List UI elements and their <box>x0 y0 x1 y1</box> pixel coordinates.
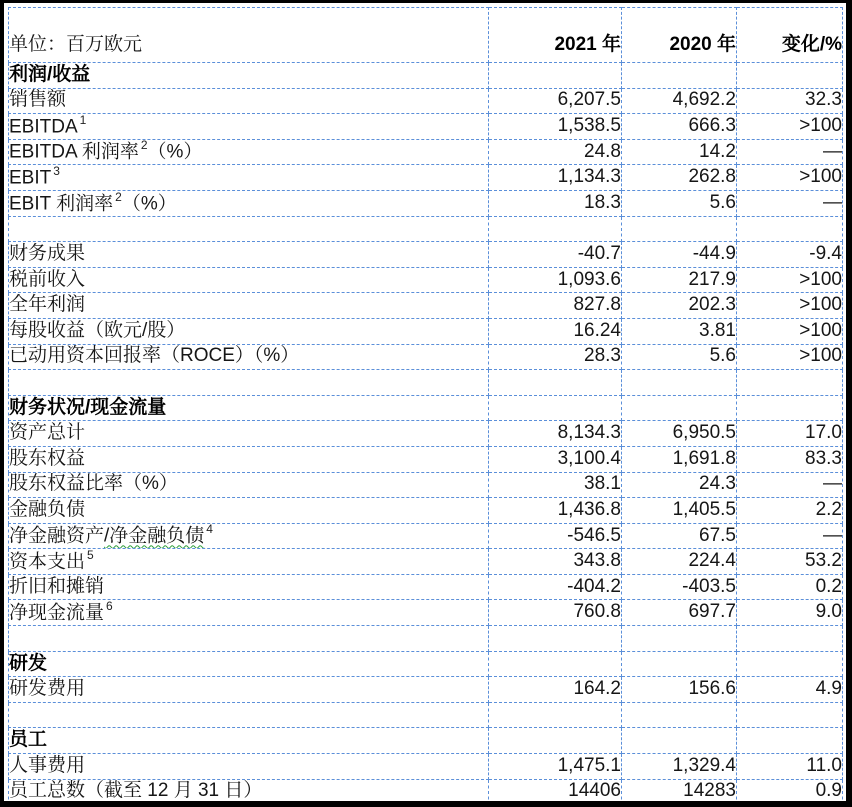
data-row <box>9 677 843 703</box>
section-row <box>9 651 843 677</box>
footnote-marker: 2 <box>115 190 122 204</box>
value-change-cell <box>737 216 843 242</box>
spacer-row <box>9 370 843 396</box>
value-2020-cell <box>622 370 737 396</box>
row-label: EBIT $^3$ <box>9 165 489 191</box>
data-row <box>9 574 843 600</box>
value-2020-cell: 1,405.5 <box>622 498 737 524</box>
value-2020-cell: 224.4 <box>622 549 737 575</box>
value-change-cell <box>737 702 843 728</box>
row-label: 股东权益 <box>9 446 489 472</box>
row-label: 人事费用 <box>9 754 489 780</box>
data-row <box>9 318 843 344</box>
value-2021-cell: 16.24 <box>489 318 622 344</box>
data-row <box>9 600 843 626</box>
value-2020-cell <box>622 63 737 89</box>
value-2021-cell: 760.8 <box>489 600 622 626</box>
row-label <box>9 370 489 396</box>
value-change-cell: — <box>737 190 843 216</box>
value-change-cell: — <box>737 472 843 498</box>
value-2021-cell: 6,207.5 <box>489 88 622 114</box>
value-change-cell: — <box>737 523 843 549</box>
data-row <box>9 267 843 293</box>
value-change-cell <box>737 651 843 677</box>
value-2021-cell <box>489 651 622 677</box>
value-change-cell: >100 <box>737 114 843 140</box>
row-label: 资产总计 <box>9 421 489 447</box>
data-row <box>9 139 843 165</box>
data-row <box>9 242 843 268</box>
value-2020-cell <box>622 626 737 652</box>
data-row <box>9 779 843 805</box>
value-2021-cell: 38.1 <box>489 472 622 498</box>
value-2021-cell: 3,100.4 <box>489 446 622 472</box>
value-2020-cell: -44.9 <box>622 242 737 268</box>
column-header-change: 变化/% <box>737 8 843 63</box>
value-2021-cell: 1,538.5 <box>489 114 622 140</box>
value-2020-cell: 5.6 <box>622 190 737 216</box>
value-change-cell: >100 <box>737 267 843 293</box>
row-label: EBITDA $^1$ <box>9 114 489 140</box>
row-label: 员工 <box>9 728 489 754</box>
value-2020-cell <box>622 216 737 242</box>
data-row <box>9 88 843 114</box>
row-label: 研发 <box>9 651 489 677</box>
section-row <box>9 728 843 754</box>
value-change-cell: -9.4 <box>737 242 843 268</box>
row-label: EBIT 利润率 $^2$（%） <box>9 190 489 216</box>
value-2020-cell: 697.7 <box>622 600 737 626</box>
financial-summary-table <box>8 7 843 805</box>
value-2021-cell: 1,475.1 <box>489 754 622 780</box>
value-change-cell: 0.2 <box>737 574 843 600</box>
value-2020-cell: 666.3 <box>622 114 737 140</box>
footnote-marker: 6 <box>106 599 113 614</box>
table-body <box>9 63 843 805</box>
value-2021-cell: 18.3 <box>489 190 622 216</box>
value-2021-cell: 8,134.3 <box>489 421 622 447</box>
column-header-2020: 2020 年 <box>622 8 737 63</box>
value-change-cell: 83.3 <box>737 446 843 472</box>
value-change-cell: 9.0 <box>737 600 843 626</box>
row-label: EBITDA 利润率 $^2$（%） <box>9 139 489 165</box>
value-2020-cell: -403.5 <box>622 574 737 600</box>
value-change-cell: 2.2 <box>737 498 843 524</box>
value-2021-cell: 1,134.3 <box>489 165 622 191</box>
row-label: 全年利润 <box>9 293 489 319</box>
value-change-cell: — <box>737 139 843 165</box>
data-row <box>9 549 843 575</box>
value-2020-cell: 3.81 <box>622 318 737 344</box>
value-2020-cell: 1,691.8 <box>622 446 737 472</box>
value-change-cell <box>737 370 843 396</box>
value-2021-cell <box>489 395 622 421</box>
value-2020-cell: 6,950.5 <box>622 421 737 447</box>
value-2020-cell: 217.9 <box>622 267 737 293</box>
row-label: 已动用资本回报率（ROCE）（%） <box>9 344 489 370</box>
value-change-cell <box>737 63 843 89</box>
row-label <box>9 702 489 728</box>
value-2020-cell <box>622 395 737 421</box>
value-change-cell: 53.2 <box>737 549 843 575</box>
spacer-row <box>9 702 843 728</box>
data-row <box>9 293 843 319</box>
value-2021-cell <box>489 728 622 754</box>
unit-label: 单位：百万欧元 <box>9 8 489 63</box>
value-2021-cell <box>489 216 622 242</box>
value-2020-cell: 4,692.2 <box>622 88 737 114</box>
column-header-2021: 2021 年 <box>489 8 622 63</box>
value-change-cell <box>737 395 843 421</box>
value-2021-cell: 1,436.8 <box>489 498 622 524</box>
data-row <box>9 165 843 191</box>
value-2021-cell <box>489 370 622 396</box>
data-row <box>9 472 843 498</box>
footnote-marker: 3 <box>53 164 60 179</box>
data-row <box>9 114 843 140</box>
value-2021-cell: -546.5 <box>489 523 622 549</box>
data-row <box>9 498 843 524</box>
value-2020-cell: 156.6 <box>622 677 737 703</box>
row-label: 折旧和摊销 <box>9 574 489 600</box>
value-2020-cell <box>622 651 737 677</box>
value-2021-cell: 827.8 <box>489 293 622 319</box>
row-label: 股东权益比率（%） <box>9 472 489 498</box>
row-label: 研发费用 <box>9 677 489 703</box>
value-2021-cell: -40.7 <box>489 242 622 268</box>
row-label: 销售额 <box>9 88 489 114</box>
value-change-cell: 4.9 <box>737 677 843 703</box>
value-change-cell: 11.0 <box>737 754 843 780</box>
spacer-row <box>9 626 843 652</box>
value-change-cell: 32.3 <box>737 88 843 114</box>
data-row <box>9 754 843 780</box>
row-label: 税前收入 <box>9 267 489 293</box>
value-2020-cell <box>622 728 737 754</box>
row-label <box>9 626 489 652</box>
row-label: 利润/收益 <box>9 63 489 89</box>
value-change-cell <box>737 728 843 754</box>
value-2021-cell: -404.2 <box>489 574 622 600</box>
row-label: 净现金流量 $^6$ <box>9 600 489 626</box>
data-row <box>9 523 843 549</box>
footnote-marker: 5 <box>87 548 94 562</box>
spellcheck-wavy-underline-text: /净金融负债 <box>104 525 205 547</box>
value-change-cell: 17.0 <box>737 421 843 447</box>
row-label: 员工总数（截至 12 月 31 日） <box>9 779 489 805</box>
value-2020-cell: 14283 <box>622 779 737 805</box>
value-2020-cell: 5.6 <box>622 344 737 370</box>
row-label <box>9 216 489 242</box>
value-change-cell <box>737 626 843 652</box>
value-2021-cell: 1,093.6 <box>489 267 622 293</box>
row-label: 净金融资产/净金融负债 $^4$ <box>9 523 489 549</box>
value-2021-cell: 14406 <box>489 779 622 805</box>
data-row <box>9 190 843 216</box>
spacer-row <box>9 216 843 242</box>
row-label: 金融负债 <box>9 498 489 524</box>
section-row <box>9 63 843 89</box>
value-change-cell: >100 <box>737 344 843 370</box>
value-2021-cell: 24.8 <box>489 139 622 165</box>
value-2020-cell: 262.8 <box>622 165 737 191</box>
section-row <box>9 395 843 421</box>
value-2020-cell <box>622 702 737 728</box>
value-2021-cell: 28.3 <box>489 344 622 370</box>
row-label: 财务状况/现金流量 <box>9 395 489 421</box>
value-change-cell: >100 <box>737 293 843 319</box>
value-2021-cell <box>489 626 622 652</box>
value-2021-cell <box>489 63 622 89</box>
footnote-marker: 4 <box>206 523 213 537</box>
value-change-cell: 0.9 <box>737 779 843 805</box>
table-header-row <box>9 8 843 63</box>
row-label: 财务成果 <box>9 242 489 268</box>
value-2020-cell: 67.5 <box>622 523 737 549</box>
value-2020-cell: 24.3 <box>622 472 737 498</box>
row-label: 资本支出 $^5$ <box>9 549 489 575</box>
footnote-marker: 1 <box>79 113 87 127</box>
row-label: 每股收益（欧元/股） <box>9 318 489 344</box>
data-row <box>9 421 843 447</box>
value-2020-cell: 202.3 <box>622 293 737 319</box>
value-2021-cell: 343.8 <box>489 549 622 575</box>
value-change-cell: >100 <box>737 318 843 344</box>
value-2021-cell: 164.2 <box>489 677 622 703</box>
data-row <box>9 446 843 472</box>
value-2020-cell: 14.2 <box>622 139 737 165</box>
value-2020-cell: 1,329.4 <box>622 754 737 780</box>
footnote-marker: 2 <box>140 139 148 153</box>
data-row <box>9 344 843 370</box>
value-2021-cell <box>489 702 622 728</box>
value-change-cell: >100 <box>737 165 843 191</box>
